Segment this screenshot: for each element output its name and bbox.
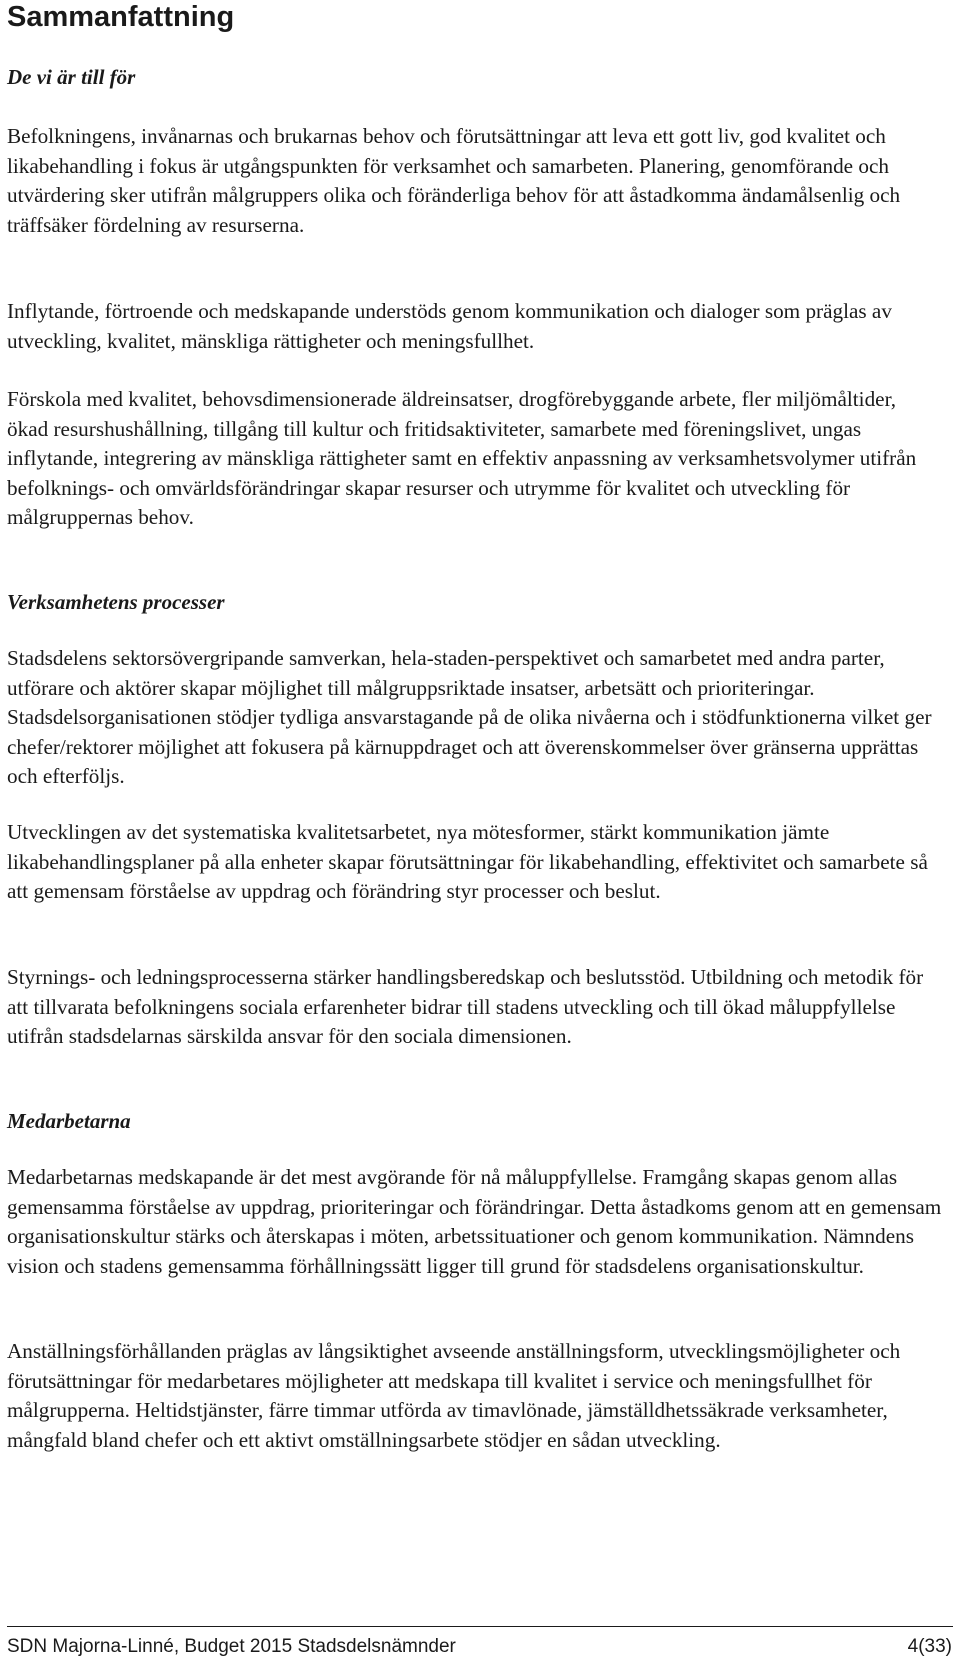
section-heading-employees: Medarbetarna xyxy=(7,1109,131,1133)
paragraph: Befolkningens, invånarnas och brukarnas behov och förutsättningar att leva ett gott liv, god kvalitet och likabehandling i fokus är utgångspunkten för verksamhet och samarbeten. Planering, genomförande och utvärdering sker utifrån målgruppers olika och föränderliga behov för att åstadkomma ändamålsenlig och träffsäker fördelning av resurserna. xyxy=(7,124,901,237)
page-title: Sammanfattning xyxy=(7,1,235,33)
paragraph: Medarbetarnas medskapande är det mest avgörande för nå måluppfyllelse. Framgång skapas genom allas gemensamma förståelse av uppdrag, prioriteringar och förändringar. Detta åstadkoms genom att en gemensam organisationskultur stärks och återskapas i möten, arbetssituationer och genom kommunikation. Nämndens vision och stadens gemensamma förhållningssätt ligger till grund för stadsdelens organisationskultur. xyxy=(7,1165,942,1278)
footer-divider xyxy=(7,1626,953,1627)
footer-document-info: SDN Majorna-Linné, Budget 2015 Stadsdelsnämnder xyxy=(7,1636,456,1657)
paragraph: Stadsdelens sektorsövergripande samverkan, hela-staden-perspektivet och samarbetet med andra parter, utförare och aktörer skapar möjlighet till målgruppsriktade insatser, arbetsätt och prioriteringar. Stadsdelsorganisationen stödjer tydliga ansvarstagande på de olika nivåerna och i stödfunktionerna vilket ger chefer/rektorer möjlighet att fokusera på kärnuppdraget och att överenskommelser över gränserna upprättas och efterföljs. xyxy=(7,646,932,788)
paragraph: Styrnings- och ledningsprocesserna stärker handlingsberedskap och beslutsstöd. Utbildning och metodik för att tillvarata befolkningens sociala erfarenheter bidrar till stadens utveckling och till ökad måluppfyllelse utifrån stadsdelarnas särskilda ansvar för den sociala dimensionen. xyxy=(7,965,924,1048)
section-heading-processes: Verksamhetens processer xyxy=(7,590,225,614)
paragraph: Inflytande, förtroende och medskapande understöds genom kommunikation och dialoger som präglas av utveckling, kvalitet, mänskliga rättigheter och meningsfullhet. xyxy=(7,299,892,353)
footer-page-number: 4(33) xyxy=(907,1636,952,1657)
paragraph: Anställningsförhållanden präglas av långsiktighet avseende anställningsform, utvecklingsmöjligheter och förutsättningar för medarbetares möjligheter att medskapa till kvalitet i service och meningsfullhet för målgrupperna. Heltidstjänster, färre timmar utförda av timavlönade, jämställdhetssäkrade verksamheter, mångfald bland chefer och ett aktivt omställningsarbete stödjer en sådan utveckling. xyxy=(7,1339,901,1452)
section-heading-target-groups: De vi är till för xyxy=(7,65,136,89)
paragraph: Utvecklingen av det systematiska kvalitetsarbetet, nya mötesformer, stärkt kommunikation jämte likabehandlingsplaner på alla enheter skapar förutsättningar för likabehandling, effektivitet och samarbete så att gemensam förståelse av uppdrag och förändring styr processer och beslut. xyxy=(7,820,928,903)
paragraph: Förskola med kvalitet, behovsdimensionerade äldreinsatser, drogförebyggande arbete, fler miljömåltider, ökad resurshushållning, tillgång till kultur och fritidsaktiviteter, samarbete med föreningslivet, ungas inflytande, integrering av mänskliga rättigheter samt en effektiv anpassning av verksamhetsvolymer utifrån befolknings- och omvärldsförändringar skapar resurser och utrymme för kvalitet och utveckling för målgruppernas behov. xyxy=(7,387,917,529)
